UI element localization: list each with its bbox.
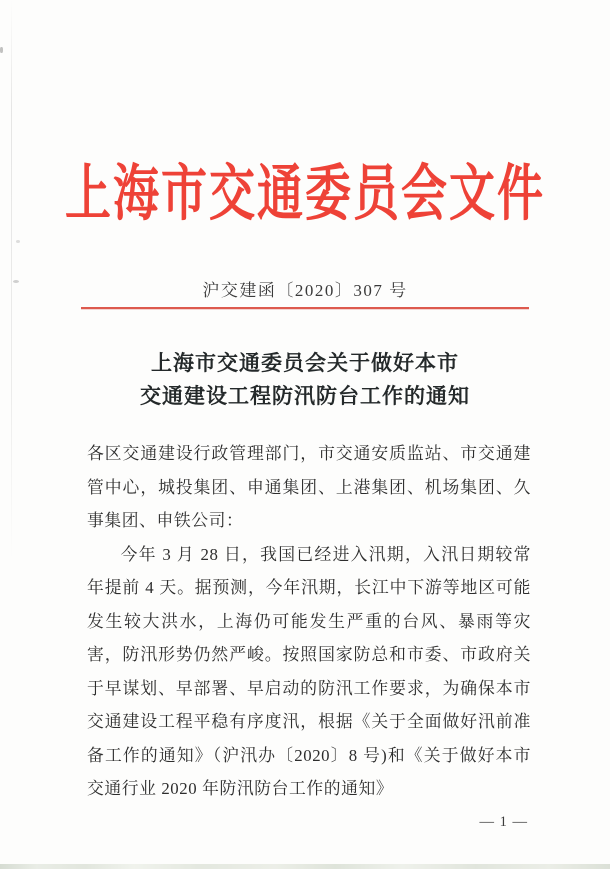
letterhead-title: 上海市交通委员会文件 bbox=[65, 160, 545, 228]
document-body bbox=[87, 437, 531, 806]
salutation-paragraph: 各区交通建设行政管理部门，市交通安质监站、市交通建管中心，城投集团、申通集团、上港集团、机场集团、久事集团、申铁公司： bbox=[87, 444, 531, 530]
red-divider-line bbox=[81, 307, 529, 309]
document-title-line1: 上海市交通委员会关于做好本市 bbox=[151, 351, 459, 375]
document-number: 沪交建函〔2020〕307 号 bbox=[202, 281, 408, 300]
document-title-line2: 交通建设工程防汛防台工作的通知 bbox=[140, 384, 470, 408]
document-title bbox=[0, 347, 610, 413]
page-number: — 1 — bbox=[479, 814, 528, 830]
scan-bottom-edge bbox=[0, 864, 610, 869]
scan-speck bbox=[16, 240, 20, 243]
scan-speck bbox=[0, 47, 3, 53]
body-paragraph-1: 今年 3 月 28 日，我国已经进入汛期，入汛日期较常年提前 4 天。据预测，今年汛期，长江中下游等地区可能发生较大洪水，上海仍可能发生严重的台风、暴雨等灾害，防汛形势仍然严峻。按照国家防总和市委、市政府关于早谋划、早部署、早启动的防汛工作要求，为确保本市交通建设工程平稳有序度汛，根据《关于全面做好汛前准备工作的通知》（沪汛办〔2020〕8 号)和《关于做好本市交通行业 2020 年防汛防台工作的通知》 bbox=[87, 544, 531, 798]
